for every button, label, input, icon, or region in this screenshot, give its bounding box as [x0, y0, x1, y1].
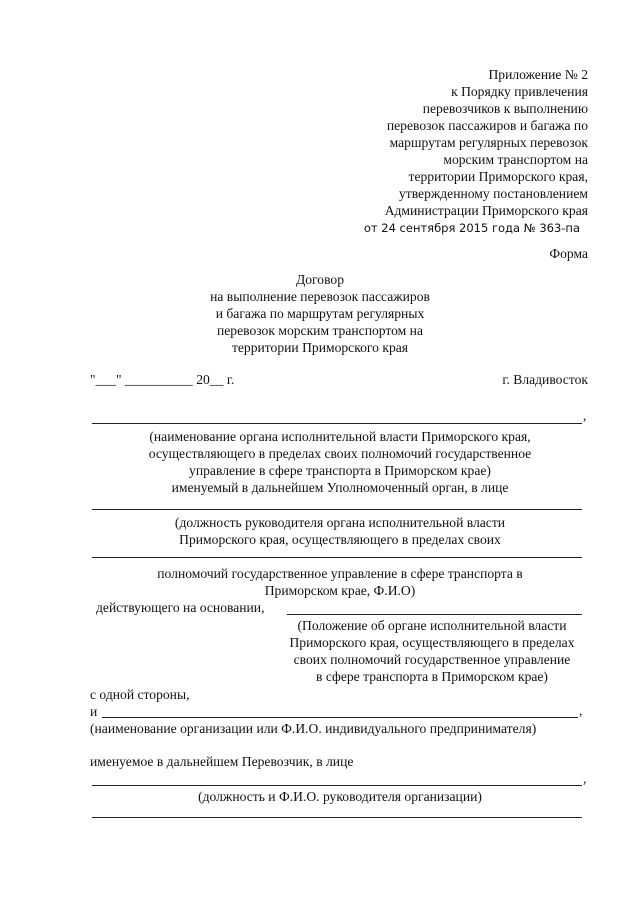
authority-hint: (наименование органа исполнительной власти Приморского края, [149, 429, 531, 444]
regulation-hint: Приморского края, осуществляющего в пределах [289, 635, 575, 650]
title-line: территории Приморского края [231, 340, 409, 355]
fill-line-organization [102, 717, 578, 718]
fill-line-authority [92, 423, 582, 424]
title-heading: Договор [295, 272, 345, 287]
comma: , [583, 408, 587, 423]
head-hint: (должность и Ф.И.О. руководителя организации) [198, 789, 482, 804]
authority-hint: управление в сфере транспорта в Приморском крае) [189, 463, 491, 478]
carrier-referred-as: именуемое в дальнейшем Перевозчик, в лице [90, 754, 354, 769]
position-hint-cont: полномочий государственное управление в сфере транспорта в [157, 566, 523, 581]
fill-line-position [92, 509, 582, 510]
position-hint: Приморского края, осуществляющего в пределах своих [179, 532, 501, 547]
fill-line-carrier-head [92, 785, 582, 786]
appendix-line: маршрутам регулярных перевозок [389, 135, 588, 150]
title-line: и багажа по маршрутам регулярных [215, 306, 425, 321]
regulation-hint: (Положение об органе исполнительной власти [297, 618, 567, 633]
comma: , [583, 771, 587, 786]
organization-hint: (наименование организации или Ф.И.О. индивидуального предпринимателя) [90, 721, 537, 736]
appendix-line: утвержденному постановлением [398, 186, 588, 201]
appendix-line: территории Приморского края, [408, 169, 588, 184]
acting-basis: действующего на основании, [96, 600, 265, 615]
referred-as-authority: именуемый в дальнейшем Уполномоченный орган, в лице [171, 480, 509, 495]
position-hint-cont: Приморском крае, Ф.И.О) [264, 583, 416, 598]
one-side: с одной стороны, [90, 687, 190, 702]
title-line: на выполнение перевозок пассажиров [210, 289, 430, 304]
authority-hint: осуществляющего в пределах своих полномочий государственное [148, 446, 532, 461]
comma: , [579, 703, 583, 718]
appendix-line: перевозчиков к выполнению [422, 101, 588, 116]
position-hint: (должность руководителя органа исполнительной власти [174, 515, 506, 530]
date-stamp: от 24 сентября 2015 года № 363-па [363, 221, 580, 235]
and-word: и [90, 704, 98, 719]
city: г. Владивосток [502, 372, 588, 387]
regulation-hint: в сфере транспорта в Приморском крае) [316, 669, 548, 684]
appendix-line: Администрации Приморского края [384, 203, 588, 218]
appendix-line: перевозок пассажиров и багажа по [386, 118, 588, 133]
form-label: Форма [549, 246, 588, 261]
appendix-line: к Порядку привлечения [451, 84, 588, 99]
fill-line-position-2 [92, 557, 582, 558]
regulation-hint: своих полномочий государственное управление [293, 652, 571, 667]
title-line: перевозок морским транспортом на [216, 323, 423, 338]
appendix-line: морским транспортом на [443, 152, 588, 167]
appendix-line: Приложение № 2 [488, 67, 588, 82]
fill-line-bottom [92, 817, 582, 818]
date-blank: "___" __________ 20__ г. [90, 372, 235, 387]
fill-line-basis [287, 614, 582, 615]
